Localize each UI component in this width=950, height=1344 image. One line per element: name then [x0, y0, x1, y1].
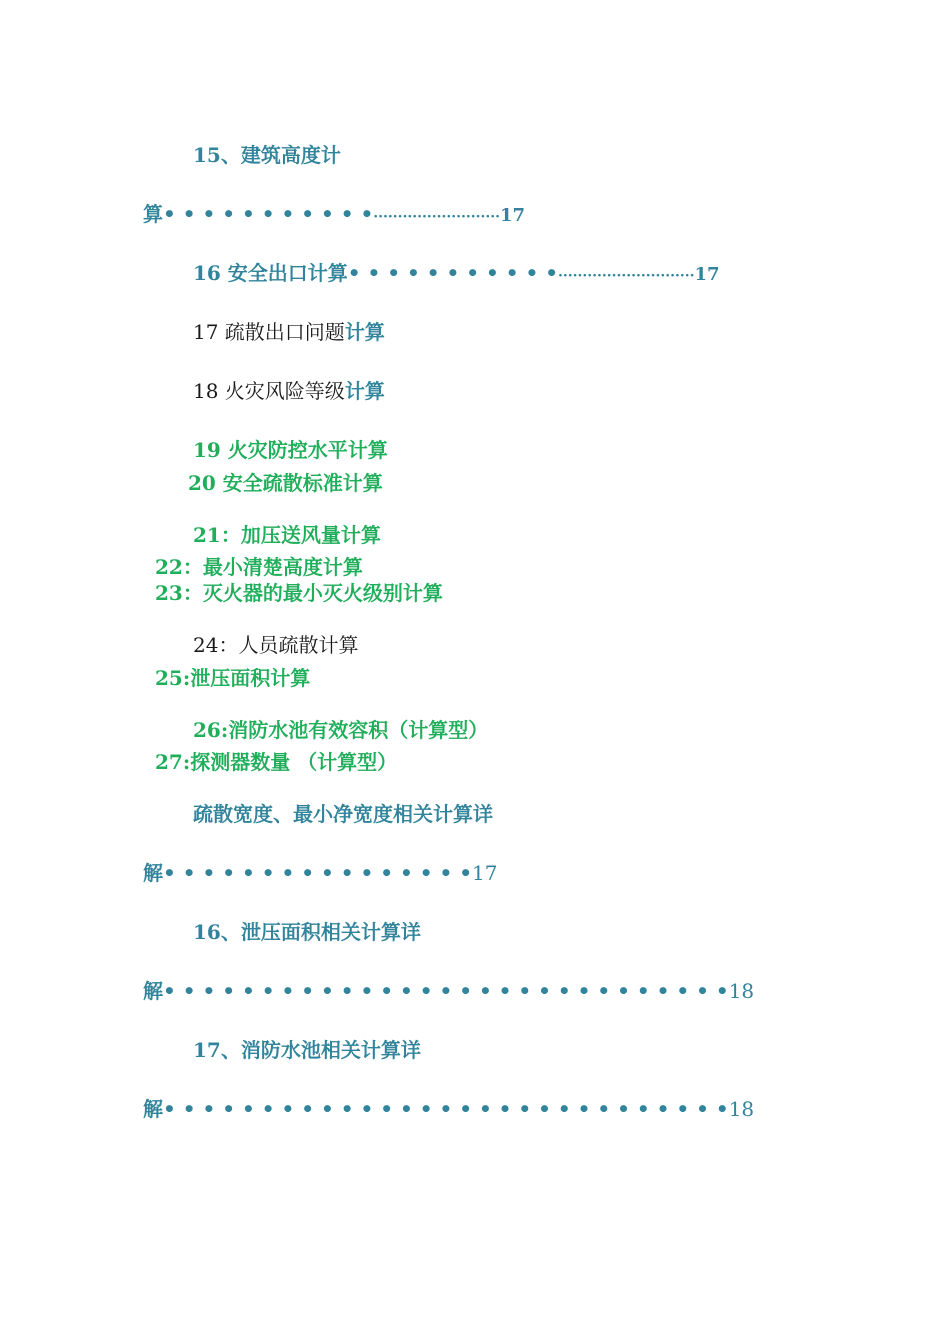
toc-entry-text: 17 疏散出口问题: [193, 320, 345, 344]
toc-entry-text: 15、建筑高度计: [193, 143, 341, 167]
toc-entry-22-min-clear-height[interactable]: [155, 555, 363, 579]
toc-entry-text: 20 安全疏散标准计算: [188, 471, 383, 495]
toc-entry-19-fire-control[interactable]: [193, 438, 388, 462]
toc-entry-text: 27:探测器数量 （计算型）: [155, 750, 398, 774]
toc-entry-evacuation-width[interactable]: [193, 802, 493, 826]
toc-entry-21-pressurized-air[interactable]: [193, 523, 381, 547]
toc-leader-dots: ··························: [373, 209, 500, 225]
toc-entry-text: 26:消防水池有效容积（计算型）: [193, 718, 489, 742]
toc-leader-dots: • • • • • • • • • • •: [163, 202, 374, 226]
toc-entry-20-evacuation-standard[interactable]: [188, 471, 383, 495]
toc-entry-text: 23：灭火器的最小灭火级别计算: [155, 581, 443, 605]
toc-entry-text: 算: [143, 202, 163, 226]
toc-leader-dots: • • • • • • • • • • • • • • • • • • • • • • • • • • • • •: [163, 1097, 729, 1121]
toc-page-number: 18: [728, 1097, 755, 1121]
toc-entry-18-fire-risk[interactable]: [193, 379, 385, 403]
toc-page-number: 17: [471, 861, 498, 885]
toc-leader-dots: • • • • • • • • • • • • • • • •: [163, 861, 472, 885]
toc-entry-text: 16、泄压面积相关计算详: [193, 920, 421, 944]
toc-entry-text: 解: [143, 979, 163, 1003]
toc-page-number: 17: [499, 205, 526, 226]
toc-entry-text: 16 安全出口计算: [193, 261, 348, 285]
toc-entry-text: 疏散宽度、最小净宽度相关计算详: [193, 802, 493, 826]
toc-entry-17-continuation[interactable]: [143, 1097, 754, 1121]
toc-entry-16-continuation[interactable]: [143, 979, 754, 1003]
toc-entry-text: 计算: [344, 320, 385, 344]
toc-entry-text: 18 火灾风险等级: [193, 379, 345, 403]
toc-entry-26-fire-pool-volume[interactable]: [193, 718, 488, 742]
toc-entry-15-continuation[interactable]: [143, 202, 525, 229]
toc-entry-15-building-height[interactable]: [193, 143, 341, 167]
toc-leader-dots: • • • • • • • • • • •: [347, 261, 559, 285]
toc-leader-dots: • • • • • • • • • • • • • • • • • • • • • • • • • • • • •: [163, 979, 729, 1003]
toc-entry-text: 计算: [344, 379, 385, 403]
toc-entry-23-extinguisher-rating[interactable]: [155, 581, 443, 605]
toc-entry-text: 21：加压送风量计算: [193, 523, 381, 547]
toc-entry-text: 解: [143, 1097, 163, 1121]
toc-entry-text: 17、消防水池相关计算详: [193, 1038, 421, 1062]
toc-entry-text: 24：人员疏散计算: [193, 633, 359, 657]
toc-page-number: 18: [728, 979, 755, 1003]
toc-entry-16-venting-area-detail[interactable]: [193, 920, 421, 944]
toc-entry-16-safety-exit[interactable]: [193, 261, 720, 288]
toc-leader-dots: ····························: [558, 268, 695, 284]
toc-entry-text: 25:泄压面积计算: [155, 666, 311, 690]
toc-entry-17-fire-pool-detail[interactable]: [193, 1038, 421, 1062]
toc-entry-27-detector-count[interactable]: [155, 750, 397, 774]
toc-entry-text: 19 火灾防控水平计算: [193, 438, 388, 462]
toc-page-number: 17: [694, 264, 720, 285]
toc-entry-24-personnel-evacuation[interactable]: [193, 633, 358, 657]
toc-entry-text: 22：最小清楚高度计算: [155, 555, 363, 579]
toc-entry-evacuation-width-continuation[interactable]: [143, 861, 497, 885]
toc-entry-17-evacuation-exit[interactable]: [193, 320, 385, 344]
toc-entry-text: 解: [143, 861, 163, 885]
toc-entry-25-venting-area[interactable]: [155, 666, 310, 690]
